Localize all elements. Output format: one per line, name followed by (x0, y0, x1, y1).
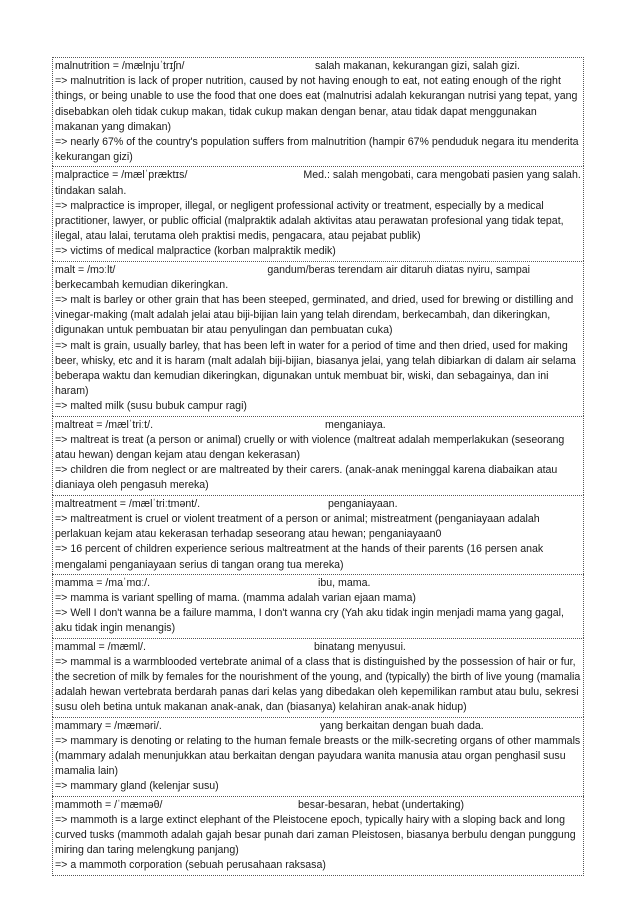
definition-line: => mammary is denoting or relating to the human female breasts or the milk-secreting organs of other mammals (mammary adalah menunjukkan atau berkaitan dengan payudara wanita manusia atau organ penghasil susu mamalia lain) (55, 734, 581, 778)
entry-mammary (52, 717, 584, 796)
example-line: => mammary gland (kelenjar susu) (55, 780, 219, 793)
entry-mamma (52, 574, 584, 638)
definition-line: => mamma is variant spelling of mama. (mamma adalah varian ejaan mama) (55, 591, 416, 604)
headword: malpractice = /mælˈpræktɪs/ (55, 169, 188, 182)
translation: besar-besaran, hebat (undertaking) (298, 798, 465, 811)
entry-maltreatment (52, 495, 584, 574)
translation: ibu, mama. (318, 576, 371, 589)
headword: mamma = /maˈmɑː/. (55, 576, 151, 589)
example-line: => malted milk (susu bubuk campur ragi) (55, 400, 247, 413)
definition-line: => malnutrition is lack of proper nutrition, caused by not having enough to eat, not eating enough of the right things, or being unable to use the food that one does eat (malnutrisi adalah kekurangan nutrisi yang tepat, yang disebabkan oleh tidak cukup makan, tidak cukup makan dengan benar, atau tidak dapat menggunakan makanan yang dimakan) (55, 75, 578, 133)
definition-line: => maltreat is treat (a person or animal) cruelly or with violence (maltreat adalah memperlakukan (seseorang atau hewan) dengan kejam atau dengan kekerasan) (55, 433, 565, 462)
headword: malt = /mɔːlt/ (55, 263, 116, 276)
headword: maltreat = /mælˈtriːt/. (55, 418, 154, 431)
headword: mammoth = /ˈmæməθ/ (55, 798, 163, 811)
example-line: => nearly 67% of the country's population suffers from malnutrition (hampir 67% penduduk negara itu menderita kekurangan gizi) (55, 136, 579, 164)
entry-malnutrition (52, 57, 584, 166)
headword: malnutrition = /mælnjuˈtrɪʃn/ (55, 60, 185, 72)
headword: maltreatment = /mælˈtriːtmənt/. (55, 497, 201, 510)
translation: salah makanan, kekurangan gizi, salah gizi. (315, 60, 520, 72)
translation: Med.: salah mengobati, cara mengobati pasien yang salah. tindakan salah. (55, 169, 581, 197)
entry-mammal (52, 638, 584, 717)
headword: mammal = /mæml/. (55, 640, 146, 653)
entry-maltreat (52, 416, 584, 495)
example-line: => victims of medical malpractice (korban malpraktik medik) (55, 245, 336, 258)
definition-line: => malpractice is improper, illegal, or negligent professional activity or treatment, especially by a medical practitioner, lawyer, or public official (malpraktik adalah aktivitas atau perawatan profesional yang tidak tepat, ilegal, atau lalai, terutama oleh praktisi medis, pengacara, atau pejabat publik) (55, 199, 564, 243)
dictionary-page (52, 57, 584, 876)
entry-mammoth (52, 796, 584, 876)
translation: penganiayaan. (328, 497, 398, 510)
example-line: => Well I don't wanna be a failure mamma, I don't wanna cry (Yah aku tidak ingin menjadi mama yang gagal, aku tidak ingin menangis) (55, 607, 564, 635)
definition-line: => malt is grain, usually barley, that has been left in water for a period of time and then dried, used for making beer, whisky, etc and it is haram (malt adalah biji-bijian, biasanya jelai, yang telah dibiarkan di dalam air selama beberapa waktu dan kemudian dikeringkan, digunakan untuk membuat bir, wiski, dan sebagainya, dan ini haram) (55, 339, 576, 398)
example-line: => children die from neglect or are maltreated by their carers. (anak-anak meninggal karena diabaikan atau dianiaya oleh pengasuh mereka) (55, 464, 558, 492)
translation: menganiaya. (325, 418, 386, 431)
definition-line: => maltreatment is cruel or violent treatment of a person or animal; mistreatment (penganiayaan adalah perlakuan kejam atau kekerasan terhadap seseorang atau hewan; penganiayaan0 (55, 512, 540, 541)
example-line: => 16 percent of children experience serious maltreatment at the hands of their parents (16 persen anak mengalami penganiayaan serius di tangan orang tua mereka) (55, 543, 544, 571)
definition-line: => mammal is a warmblooded vertebrate animal of a class that is distinguished by the possession of hair or fur, the secretion of milk by females for the nourishment of the young, and (typically) the birth of live young (mamalia adalah hewan vertebrata berdarah panas dari kelas yang dibedakan oleh kepemilikan rambut atau bulu, sekresi susu oleh betina untuk makanan anak-anak, dan (biasanya) kelahiran anak-anak hidup) (55, 655, 581, 714)
translation: binatang menyusui. (314, 640, 406, 653)
definition-line: => malt is barley or other grain that has been steeped, germinated, and dried, used for brewing or distilling and vinegar-making (malt adalah jelai atau biji-bijian lain yang telah direndam, berkecambah, dan dikeringkan, digunakan untuk pembuatan bir atau penyulingan dan pembuatan cuka) (55, 294, 574, 337)
translation: gandum/beras terendam air ditaruh diatas nyiru, sampai berkecambah kemudian dikeringkan. (55, 263, 530, 291)
entry-malpractice (52, 166, 584, 260)
example-line: => a mammoth corporation (sebuah perusahaan raksasa) (55, 859, 326, 872)
translation: yang berkaitan dengan buah dada. (320, 719, 484, 732)
entry-malt (52, 261, 584, 416)
definition-line: => mammoth is a large extinct elephant of the Pleistocene epoch, typically hairy with a sloping back and long curved tusks (mammoth adalah gajah besar punah dari zaman Pleistosen, biasanya berbulu dengan punggung miring dan taring melengkung panjang) (55, 813, 576, 857)
headword: mammary = /mæməri/. (55, 719, 162, 732)
